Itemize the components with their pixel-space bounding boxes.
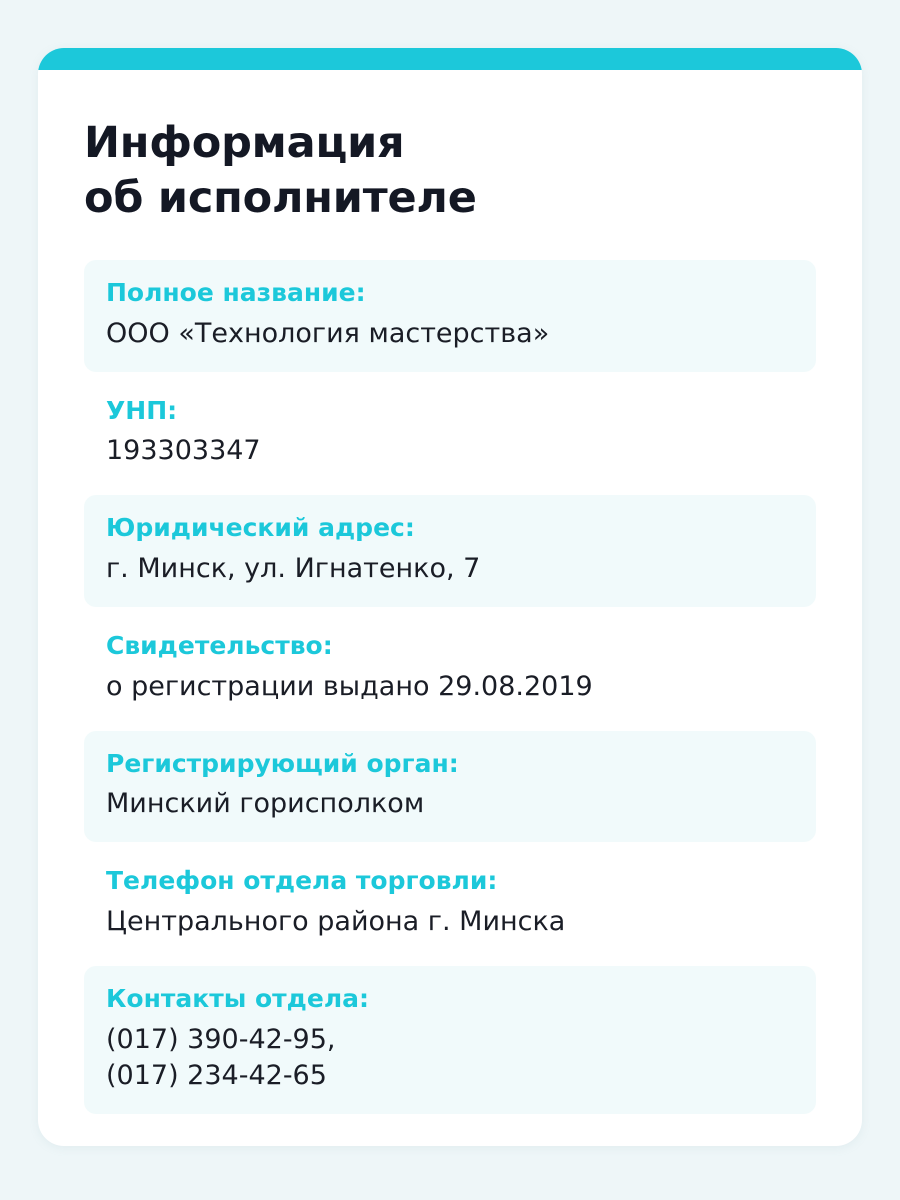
info-row-value-line: ООО «Технология мастерства» bbox=[106, 317, 550, 349]
info-card bbox=[38, 48, 862, 1146]
info-row-label: Контакты отдела: bbox=[106, 984, 370, 1014]
info-row-value bbox=[106, 551, 794, 587]
info-row-value-line: Центрального района г. Минска bbox=[106, 905, 566, 937]
info-row-legal-address bbox=[84, 495, 816, 607]
info-row-label: Телефон отдела торговли: bbox=[106, 866, 498, 896]
info-row-value-line: 193303347 bbox=[106, 435, 261, 467]
info-row-value-line: (017) 390-42-95, bbox=[106, 1023, 336, 1055]
info-row-value bbox=[106, 1022, 794, 1094]
card-accent-bar bbox=[38, 48, 862, 70]
info-row-certificate bbox=[84, 613, 816, 725]
info-row-department-contacts bbox=[84, 966, 816, 1114]
info-row-value-line: (017) 234-42-65 bbox=[106, 1059, 327, 1091]
info-row-value-line: Минский горисполком bbox=[106, 788, 425, 820]
info-row-value-line: г. Минск, ул. Игнатенко, 7 bbox=[106, 552, 481, 584]
info-row-label: Свидетельство: bbox=[106, 631, 333, 661]
info-row-unp bbox=[84, 378, 816, 490]
info-row-label: Юридический адрес: bbox=[106, 513, 415, 543]
page-title-line-2: об исполнителе bbox=[84, 173, 477, 224]
info-row-trade-department-phone bbox=[84, 848, 816, 960]
info-row-value bbox=[106, 904, 794, 940]
info-rows bbox=[84, 260, 816, 1114]
page-title-line-1: Информация bbox=[84, 118, 405, 168]
info-row-full-name bbox=[84, 260, 816, 372]
info-row-label: УНП: bbox=[106, 395, 178, 425]
info-row-value bbox=[106, 786, 794, 822]
info-row-value bbox=[106, 433, 794, 469]
info-row-value-line: о регистрации выдано 29.08.2019 bbox=[106, 670, 593, 702]
page-title bbox=[84, 116, 816, 226]
info-row-label: Полное название: bbox=[106, 278, 366, 308]
info-row-value bbox=[106, 669, 794, 705]
info-row-value bbox=[106, 316, 794, 352]
info-row-label: Регистрирующий орган: bbox=[106, 748, 459, 778]
info-row-registering-authority bbox=[84, 731, 816, 843]
card-content bbox=[38, 70, 862, 1146]
